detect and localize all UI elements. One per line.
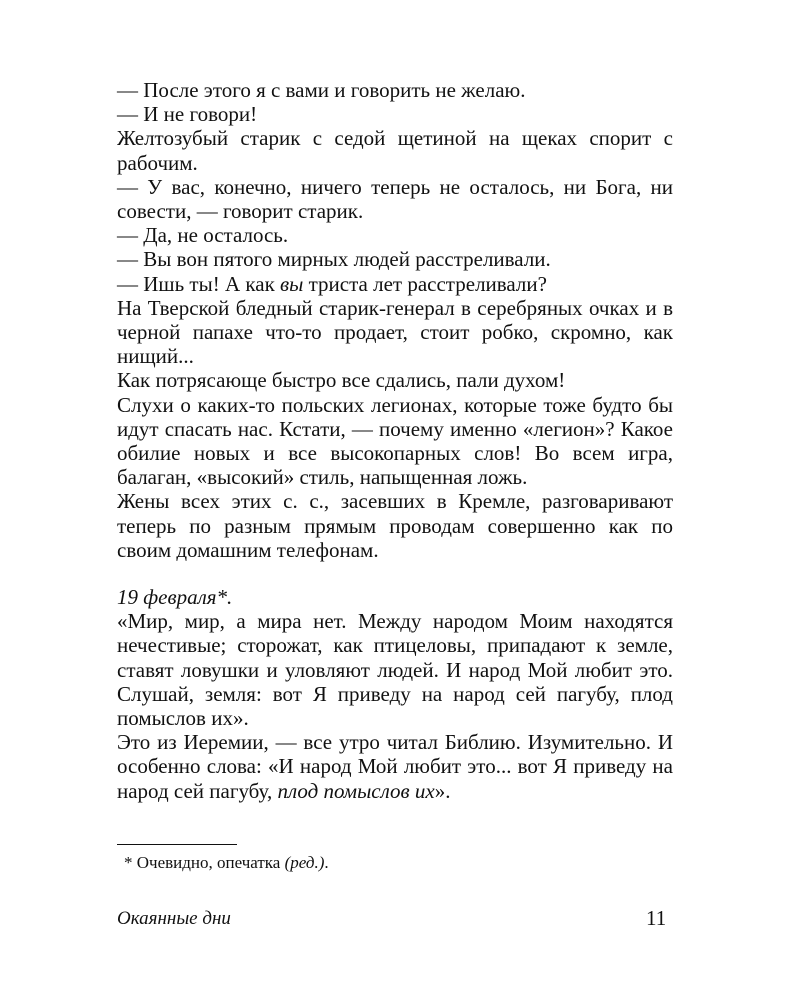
paragraph: Желтозубый старик с седой щетиной на щеках спорит с рабочим. bbox=[117, 126, 673, 175]
footnote-rule bbox=[117, 844, 237, 845]
paragraph: — После этого я с вами и говорить не желаю. bbox=[117, 78, 526, 102]
paragraph: Жены всех этих с. с., засевших в Кремле, разговаривают теперь по разным прямым проводам совершенно как по своим домашним телефонам. bbox=[117, 489, 673, 562]
paragraph: — Вы вон пятого мирных людей расстреливали. bbox=[117, 247, 551, 272]
paragraph: Это из Иеремии, — все утро читал Библию. Изумительно. И особенно слова: «И народ Мой любит это... вот Я приведу на народ сей пагубу, плод помыслов их». bbox=[117, 730, 673, 803]
paragraph: — И не говори! bbox=[117, 102, 258, 127]
paragraph: — Ишь ты! А как вы триста лет расстреливали? bbox=[117, 271, 547, 296]
paragraph: — Да, не осталось. bbox=[117, 223, 289, 248]
quote-paragraph: «Мир, мир, а мира нет. Между народом Моим находятся нечестивые; сторожат, как птицеловы, припадают к земле, ставят ловушки и уловляют людей. И народ Мой любит это. Слушай, земля: вот Я приведу на народ сей пагубу, плод помыслов их». bbox=[117, 609, 673, 731]
page-number: 11 bbox=[646, 906, 667, 930]
paragraph: На Тверской бледный старик-генерал в серебряных очках и в черной папахе что-то продает, стоит робко, скромно, как нищий... bbox=[117, 295, 673, 369]
paragraph: Как потрясающе быстро все сдались, пали духом! bbox=[117, 368, 566, 393]
entry-date: 19 февраля*. bbox=[117, 585, 233, 610]
running-footer-title: Окаянные дни bbox=[117, 908, 231, 929]
footnote: * Очевидно, опечатка (ред.). bbox=[124, 853, 329, 872]
body-text bbox=[117, 78, 673, 803]
paragraph: — У вас, конечно, ничего теперь не осталось, ни Бога, ни совести, — говорит старик. bbox=[117, 174, 673, 224]
paragraph: Слухи о каких-то польских легионах, которые тоже будто бы идут спасать нас. Кстати, — почему именно «легион»? Какое обилие новых и все высокопарных слов! Во всем игра, балаган, «высокий» стиль, напыщенная ложь. bbox=[117, 392, 673, 490]
